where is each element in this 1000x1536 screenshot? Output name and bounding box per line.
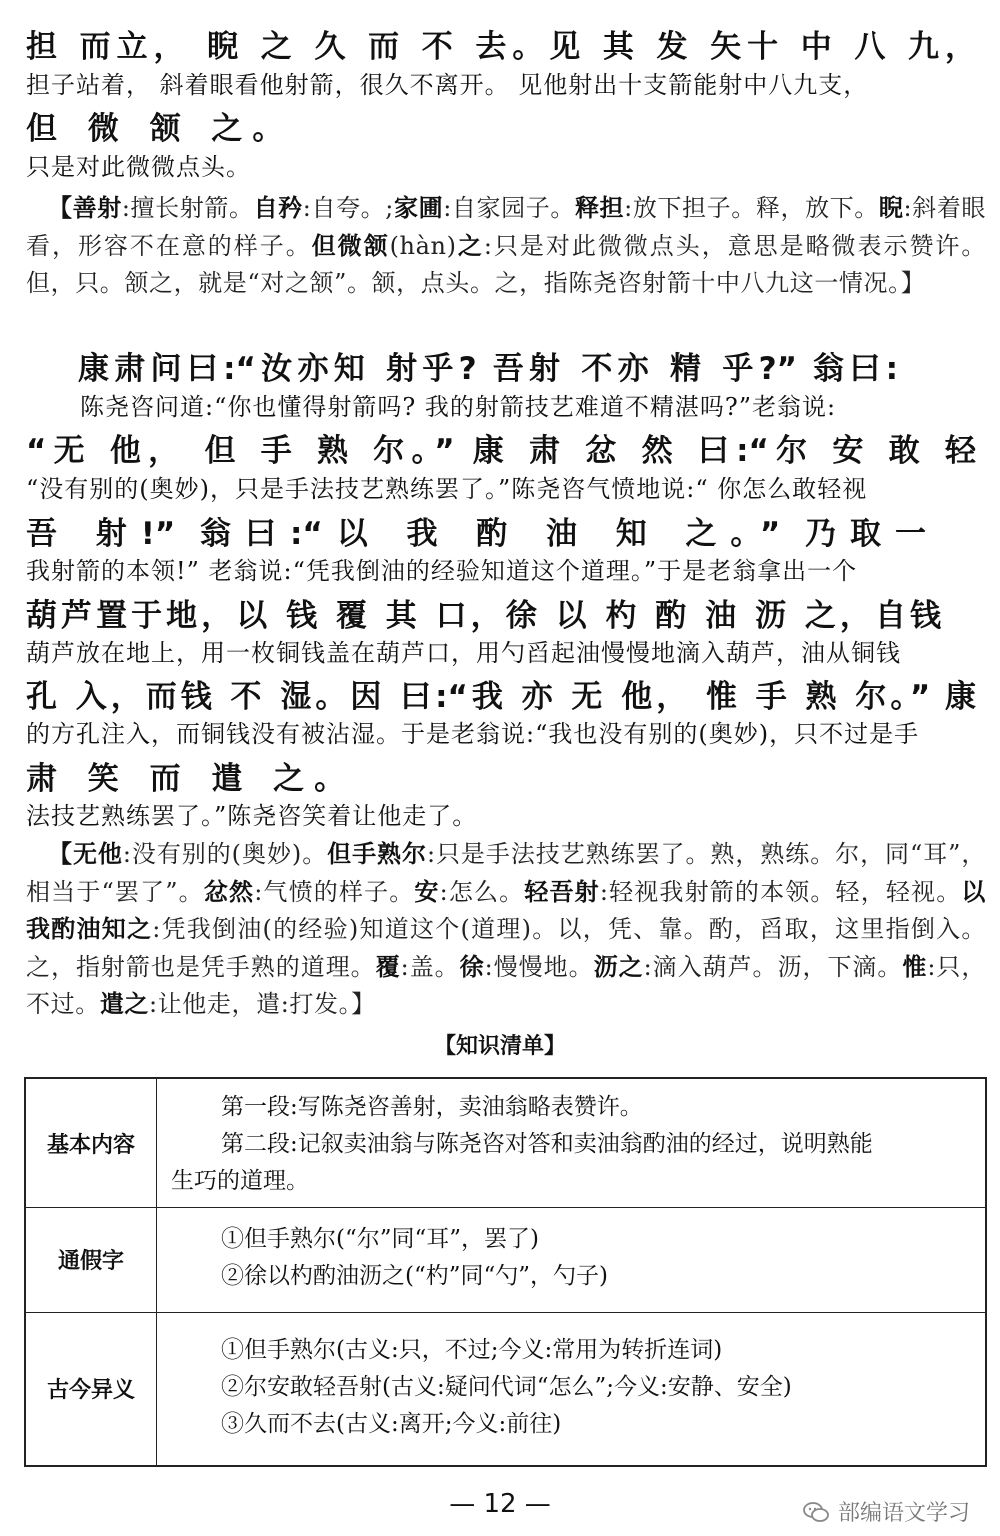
note-text: :气愤的样子。 xyxy=(254,877,415,906)
note-text: :斜着眼看，形容不在意的样子。 xyxy=(26,194,987,260)
page-number: — 12 — xyxy=(449,1489,551,1519)
note-term: 轻吾射 xyxy=(524,877,600,906)
note-text: :擅长射箭。 xyxy=(121,194,254,222)
note-term: 释担 xyxy=(574,194,625,222)
classical-line-6: 葫芦置于地，以 钱 覆 其 口，徐 以 杓 酌 油 沥 之，自钱 xyxy=(26,598,941,634)
note-term: 之 xyxy=(456,231,484,260)
note-term: 但微颔 xyxy=(311,231,390,260)
note-term: 睨 xyxy=(878,194,904,222)
note-text: :自家园子。 xyxy=(443,194,575,222)
note-term: 【善射 xyxy=(48,194,122,222)
content-line: ①但手熟尔(古义:只，不过;今义:常用为转折连词) xyxy=(221,1337,723,1363)
table-row xyxy=(26,1312,985,1465)
note-term: 安 xyxy=(414,877,440,906)
note-term: 遣之 xyxy=(99,990,150,1018)
translation-line-4: “没有别的(奥妙)，只是手法技艺熟练罢了。”陈尧咨气愤地说:“ 你怎么敢轻视 xyxy=(26,475,868,503)
note-term: 徐 xyxy=(459,952,485,981)
note-text: (hàn) xyxy=(389,231,457,260)
note-text: :凭我倒油(的经验)知道这个(道理)。以，凭、靠。酌，舀取，这里指倒入。之，指射箭也是凭手熟的道理。 xyxy=(26,915,986,981)
content-line: ③久而不去(古义:离开;今义:前往) xyxy=(221,1411,562,1437)
classical-line-7: 孔 入，而钱 不 湿。因 曰:“我 亦 无 他， 惟 手 熟 尔。” 康 xyxy=(26,679,976,715)
translation-line-3: 陈尧咨问道:“你也懂得射箭吗? 我的射箭技艺难道不精湛吗?”老翁说: xyxy=(80,393,837,421)
note-term: 忿然 xyxy=(203,877,255,906)
note-text: :没有别的(奥妙)。 xyxy=(122,840,328,868)
note-term: 但手熟尔 xyxy=(327,840,427,868)
note-term: 惟 xyxy=(902,952,928,981)
row-label: 基本内容 xyxy=(26,1079,157,1207)
note-text: :只，不过。 xyxy=(26,952,986,1018)
note-text: :只是对此微微点头，意思是略微表示赞许。但，只。颔之，就是“对之颔”。颔，点头。之，指陈尧咨射箭十中八九这一情况。】 xyxy=(26,231,986,297)
table-row xyxy=(26,1079,985,1208)
row-content xyxy=(171,1332,973,1443)
row-label: 通假字 xyxy=(26,1207,157,1312)
translation-line-1: 担子站着， 斜着眼看他射箭，很久不离开。 见他射出十支箭能射中八九支， xyxy=(26,71,869,99)
row-content xyxy=(171,1089,973,1200)
note-text: :只是手法技艺熟练罢了。熟，熟练。尔，同“耳”，相当于“罢了”。 xyxy=(26,840,986,906)
translation-line-7: 的方孔注入，而铜钱没有被沾湿。于是老翁说:“我也没有别的(奥妙)，只不过是手 xyxy=(26,720,920,748)
note-text: :放下担子。释，放下。 xyxy=(624,194,879,222)
translation-line-6: 葫芦放在地上，用一枚铜钱盖在葫芦口，用勺舀起油慢慢地滴入葫芦，油从铜钱 xyxy=(26,639,901,667)
row-label: 古今异义 xyxy=(26,1312,157,1465)
note-text: :怎么。 xyxy=(439,877,525,906)
classical-line-2: 但 微 颔 之。 xyxy=(26,111,294,147)
note-term: 覆 xyxy=(375,952,401,981)
content-line: ②尔安敢轻吾射(古义:疑问代词“怎么”;今义:安静、安全) xyxy=(221,1374,792,1400)
content-line: 第二段:记叙卖油翁与陈尧咨对答和卖油翁酌油的经过，说明熟能 xyxy=(221,1131,873,1157)
translation-line-2: 只是对此微微点头。 xyxy=(26,153,251,181)
translation-line-8: 法技艺熟练罢了。”陈尧咨笑着让他走了。 xyxy=(26,802,478,830)
note-text: :自夸。; xyxy=(302,194,394,222)
note-term: 以我酌油知之 xyxy=(26,877,986,943)
content-line: ②徐以杓酌油沥之(“杓”同“勺”，勺子) xyxy=(221,1263,608,1289)
table-row xyxy=(26,1207,985,1313)
wechat-icon xyxy=(802,1501,830,1523)
translation-line-5: 我射箭的本领!” 老翁说:“凭我倒油的经验知道这个道理。”于是老翁拿出一个 xyxy=(26,557,858,585)
content-line: ①但手熟尔(“尔”同“耳”，罢了) xyxy=(221,1226,539,1252)
watermark-text: 部编语文学习 xyxy=(837,1501,970,1526)
content-line: 生巧的道理。 xyxy=(171,1168,309,1194)
note-term: 自矜 xyxy=(253,194,303,222)
knowledge-heading: 【知识清单】 xyxy=(433,1034,566,1059)
classical-line-4: “无 他， 但 手 熟 尔。” 康 肃 忿 然 曰:“尔 安 敢 轻 xyxy=(26,433,976,469)
notes-paragraph-1 xyxy=(26,190,986,303)
content-line: 第一段:写陈尧咨善射，卖油翁略表赞许。 xyxy=(221,1094,643,1120)
notes-paragraph-2 xyxy=(26,836,986,1024)
note-text: :轻视我射箭的本领。轻，轻视。 xyxy=(599,877,962,906)
note-term: 【无他 xyxy=(48,840,123,868)
note-term: 沥之 xyxy=(593,952,644,981)
note-text: :让他走，遣:打发。】 xyxy=(149,990,376,1018)
classical-line-1: 担 而立， 睨 之 久 而 不 去。见 其 发 矢十 中 八 九， xyxy=(26,29,976,65)
classical-line-3: 康肃问曰:“汝亦知 射乎? 吾射 不亦 精 乎?” 翁曰: xyxy=(78,351,898,387)
classical-line-5: 吾 射!” 翁曰:“以 我 酌 油 知 之。” 乃取一 xyxy=(26,516,926,552)
note-term: 家圃 xyxy=(393,194,444,222)
watermark xyxy=(802,1496,970,1527)
classical-line-8: 肃 笑 而 遣 之。 xyxy=(26,761,356,797)
knowledge-table xyxy=(24,1077,987,1467)
row-content xyxy=(171,1221,973,1295)
note-text: :慢慢地。 xyxy=(484,952,594,981)
note-text: :盖。 xyxy=(400,952,460,981)
note-text: :滴入葫芦。沥，下滴。 xyxy=(643,952,903,981)
